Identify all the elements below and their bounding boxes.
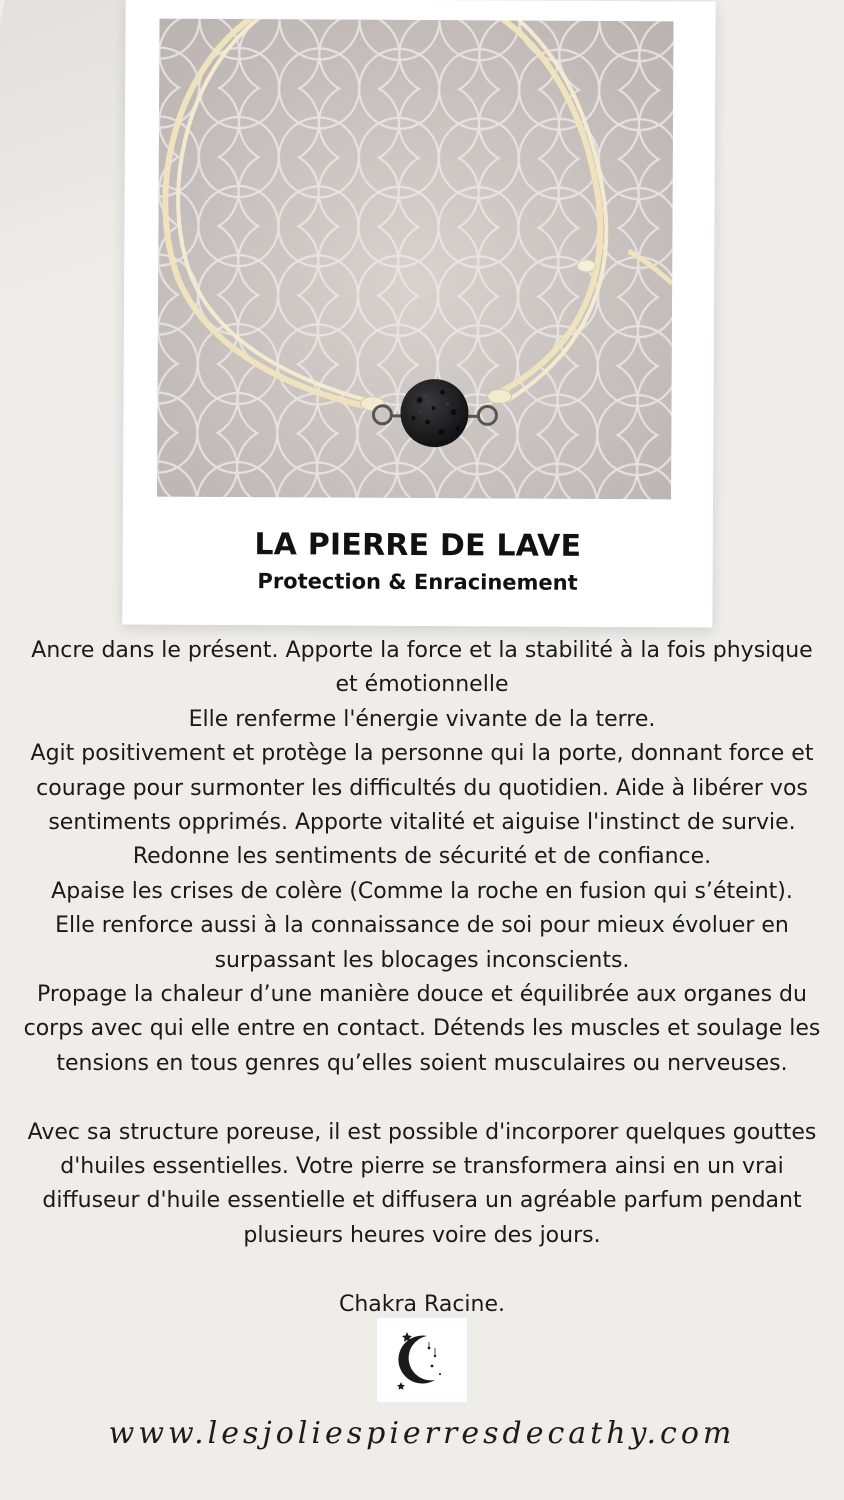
description-paragraph: Elle renferme l'énergie vivante de la terre.	[188, 706, 656, 732]
description-paragraph: Apaise les crises de colère (Comme la roche en fusion qui s’éteint).	[51, 878, 793, 904]
description-paragraph: Agit positivement et protège la personne qui la porte, donnant force et courage pour surmonter les difficultés du quotidien. Aide à libérer vos sentiments opprimés. Apporte vitalité et aiguise l'instinct de survie. Redonne les sentiments de sécurité et de confiance.	[30, 741, 814, 870]
paragraph-spacer	[22, 1081, 822, 1115]
bracelet-photo	[157, 19, 673, 500]
lava-stone-bracelet-image	[157, 19, 673, 500]
paragraph-spacer	[22, 1253, 822, 1287]
chakra-label: Chakra Racine.	[338, 1291, 505, 1317]
description-paragraph: Elle renforce aussi à la connaissance de soi pour mieux évoluer en surpassant les blocages inconscients.	[55, 913, 789, 973]
polaroid-card	[122, 0, 715, 628]
stone-subtitle: Protection & Enracinement	[257, 569, 578, 595]
website-url: www.lesjoliespierresdecathy.com	[108, 1416, 736, 1451]
description-paragraph: Ancre dans le présent. Apporte la force et la stabilité à la fois physique et émotionnelle	[31, 638, 813, 698]
description-block	[22, 634, 822, 1322]
moon-icon	[377, 1318, 467, 1402]
moon-stars-logo	[377, 1318, 467, 1402]
description-paragraph: Avec sa structure poreuse, il est possible d'incorporer quelques gouttes d'huiles essentielles. Votre pierre se transformera ainsi en un vrai diffuseur d'huile essentielle et diffusera un agréable parfum pendant plusieurs heures voire des jours.	[27, 1119, 817, 1248]
description-paragraph: Propage la chaleur d’une manière douce et équilibrée aux organes du corps avec qui elle entre en contact. Détends les muscles et soulage les tensions en tous genres qu’elles soient musculaires ou nerveuses.	[23, 982, 821, 1076]
stone-title: LA PIERRE DE LAVE	[254, 527, 582, 564]
